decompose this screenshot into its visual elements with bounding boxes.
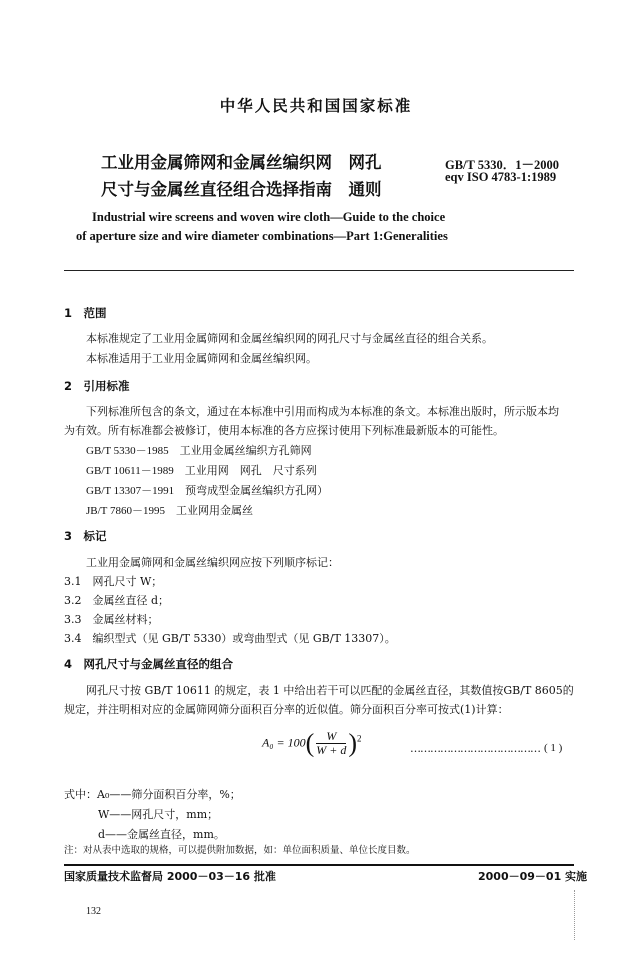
formula-where-line: 式中：A₀——筛分面积百分率，%； [64,788,241,801]
reference-item: GB/T 13307－1991 预弯成型金属丝编织方孔网） [86,485,329,497]
section4-paragraph1: 网孔尺寸按 GB/T 10611 的规定，表 1 中给出若干可以匹配的金属丝直径，其数值按GB/T 8605的 [86,684,574,697]
section2-paragraph2: 为有效。所有标准都会被修订，使用本标准的各方应探讨使用下列标准最新版本的可能性。 [64,424,504,437]
section4-paragraph2: 规定，并注明相对应的金属筛网筛分面积百分率的近似值。筛分面积百分率可按式(1)计算： [64,703,509,716]
implementation-date: 2000－09－01 实施 [478,870,588,883]
title-en-line1: Industrial wire screens and woven wire cloth—Guide to the choice [92,210,446,224]
formula-where-line: W——网孔尺寸，mm； [98,808,219,821]
reference-item: GB/T 5330－1985 工业用金属丝编织方孔筛网 [86,445,312,457]
marking-item: 3.4 编织型式（见 GB/T 5330）或弯曲型式（见 GB/T 13307）。 [64,632,396,645]
title-zh-line2: 尺寸与金属丝直径组合选择指南 通则 [101,180,382,199]
section1-paragraph1: 本标准规定了工业用金属筛网和金属丝编织网的网孔尺寸与金属丝直径的组合关系。 [86,332,493,345]
section4-heading: 4 网孔尺寸与金属丝直径的组合 [64,657,233,671]
title-divider [64,270,574,271]
formula-1: A₀ = 100( $\frac{W}{W + d}$ )$^2$ [262,728,362,758]
section2-heading: 2 引用标准 [64,379,130,393]
standard-number: GB/T 5330．1－2000 [445,158,560,172]
formula-exponent: 2 [357,733,362,744]
reference-item: GB/T 10611－1989 工业用网 网孔 尺寸系列 [86,465,317,477]
title-en-line2: of aperture size and wire diameter combinations—Part 1:Generalities [76,229,448,243]
formula-where-line: d——金属丝直径，mm。 [98,828,225,841]
section2-paragraph1: 下列标准所包含的条文，通过在本标准中引用而构成为本标准的条文。本标准出版时，所示版本均 [86,405,559,418]
formula-denominator: W + d [316,743,347,757]
title-zh-line1: 工业用金属筛网和金属丝编织网 网孔 [101,153,382,172]
national-standard-header: 中华人民共和国国家标准 [219,97,413,115]
marking-item: 3.2 金属丝直径 d； [64,594,170,607]
reference-item: JB/T 7860－1995 工业网用金属丝 [86,505,253,517]
formula-lhs: A₀ = 100 [262,735,306,750]
section1-paragraph2: 本标准适用于工业用金属筛网和金属丝编织网。 [86,352,317,365]
note-text: 注：对从表中选取的规格，可以提供附加数据，如：单位面积质量、单位长度目数。 [64,845,416,856]
page-edge-mark [574,890,576,940]
page-number: 132 [86,906,101,917]
footer-divider [64,864,574,866]
formula-number: ( 1 ) [544,742,563,754]
section1-heading: 1 范围 [64,306,107,320]
formula-fraction [316,730,346,757]
section3-heading: 3 标记 [64,529,107,543]
marking-item: 3.3 金属丝材料； [64,613,159,626]
marking-item: 3.1 网孔尺寸 W； [64,575,163,588]
approval-info: 国家质量技术监督局 2000－03－16 批准 [64,870,276,883]
section3-intro: 工业用金属筛网和金属丝编织网应按下列顺序标记： [86,556,339,569]
formula-numerator: W [316,730,346,744]
equivalent-standard: eqv ISO 4783-1:1989 [445,170,557,184]
formula-leader: ………………………………… [410,742,540,755]
